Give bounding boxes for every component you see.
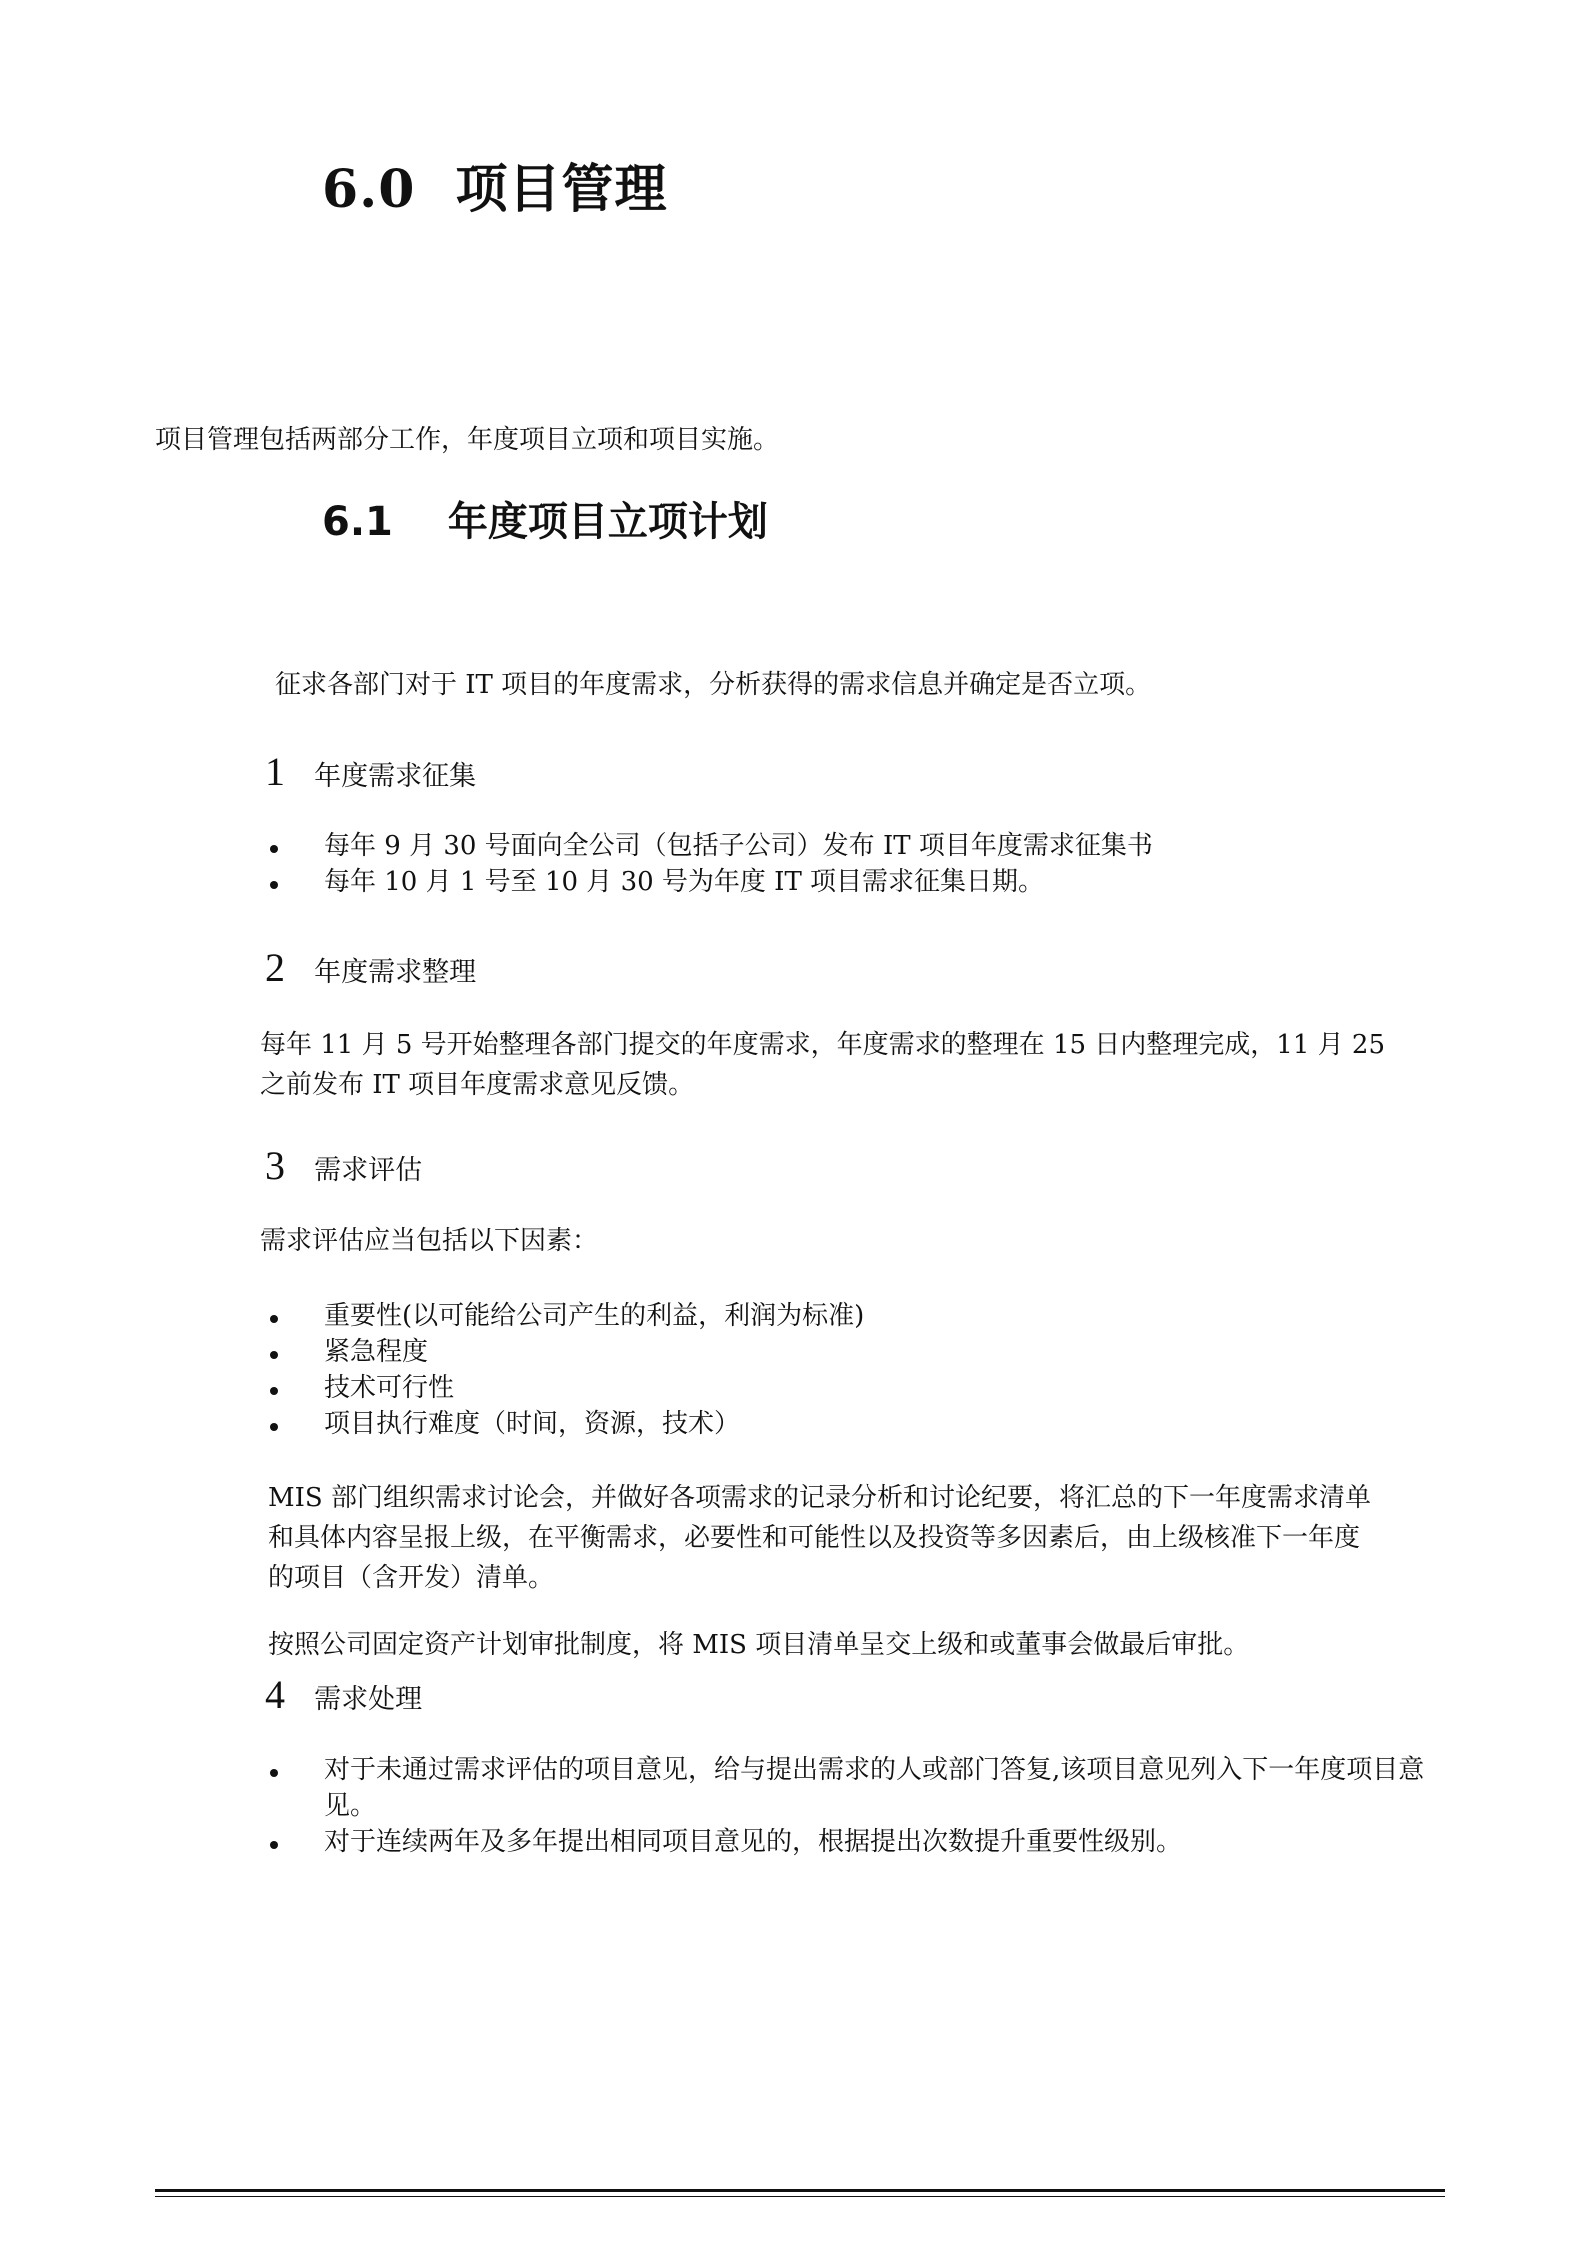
bullet-icon <box>270 1841 278 1849</box>
list-item: 每年 9 月 30 号面向全公司（包括子公司）发布 IT 项目年度需求征集书 <box>262 828 1462 864</box>
bullet-icon <box>270 1315 278 1323</box>
intro-paragraph: 项目管理包括两部分工作，年度项目立项和项目实施。 <box>155 425 780 455</box>
list-item: 重要性(以可能给公司产生的利益，利润为标准) <box>262 1298 1462 1334</box>
bullet-icon <box>270 1387 278 1395</box>
step-3-heading <box>265 1141 422 1196</box>
step-title: 年度需求整理 <box>314 957 477 988</box>
step-title: 年度需求征集 <box>314 761 477 792</box>
bullet-icon <box>270 1351 278 1359</box>
step-number: 3 <box>265 1143 285 1188</box>
footer-rule-thin <box>155 2196 1445 2197</box>
step-title: 需求处理 <box>314 1684 423 1715</box>
step-title: 需求评估 <box>314 1155 423 1186</box>
step-number: 1 <box>265 749 285 794</box>
step-1-heading <box>265 747 476 802</box>
step-4-bullets <box>262 1752 1452 1860</box>
step-3-bullets <box>262 1298 1462 1442</box>
bullet-icon <box>270 1769 278 1777</box>
bullet-icon <box>270 845 278 853</box>
bullet-icon <box>270 881 278 889</box>
section-lead: 征求各部门对于 IT 项目的年度需求，分析获得的需求信息并确定是否立项。 <box>275 670 1152 700</box>
step-4-heading <box>265 1670 422 1725</box>
bullet-icon <box>270 1423 278 1431</box>
list-item: 对于连续两年及多年提出相同项目意见的，根据提出次数提升重要性级别。 <box>262 1824 1452 1860</box>
list-item: 技术可行性 <box>262 1370 1462 1406</box>
step-2-paragraph: 每年 11 月 5 号开始整理各部门提交的年度需求，年度需求的整理在 15 日内整理完成，11 月 25 之前发布 IT 项目年度需求意见反馈。 <box>260 1030 1385 1100</box>
list-item: 对于未通过需求评估的项目意见，给与提出需求的人或部门答复,该项目意见列入下一年度项目意见。 <box>262 1752 1452 1824</box>
step-3-paragraph-2: 按照公司固定资产计划审批制度，将 MIS 项目清单呈交上级和或董事会做最后审批。 <box>268 1630 1250 1660</box>
section-number: 6.1 <box>322 499 393 545</box>
step-3-lead: 需求评估应当包括以下因素： <box>260 1226 599 1256</box>
chapter-heading <box>322 150 667 230</box>
section-title: 年度项目立项计划 <box>447 499 768 545</box>
chapter-number: 6.0 <box>322 159 416 220</box>
list-item: 项目执行难度（时间，资源，技术） <box>262 1406 1462 1442</box>
step-1-bullets <box>262 828 1462 900</box>
step-number: 4 <box>265 1672 285 1717</box>
step-3-paragraph-1: MIS 部门组织需求讨论会，并做好各项需求的记录分析和讨论纪要，将汇总的下一年度需求清单 和具体内容呈报上级，在平衡需求，必要性和可能性以及投资等多因素后，由上级核准下一年度 的项目（含开发）清单。 <box>268 1483 1371 1593</box>
step-number: 2 <box>265 945 285 990</box>
chapter-title: 项目管理 <box>455 159 668 220</box>
section-heading <box>322 492 768 552</box>
step-2-heading <box>265 943 476 998</box>
list-item: 每年 10 月 1 号至 10 月 30 号为年度 IT 项目需求征集日期。 <box>262 864 1462 900</box>
list-item: 紧急程度 <box>262 1334 1462 1370</box>
footer-rule-thick <box>155 2189 1445 2192</box>
